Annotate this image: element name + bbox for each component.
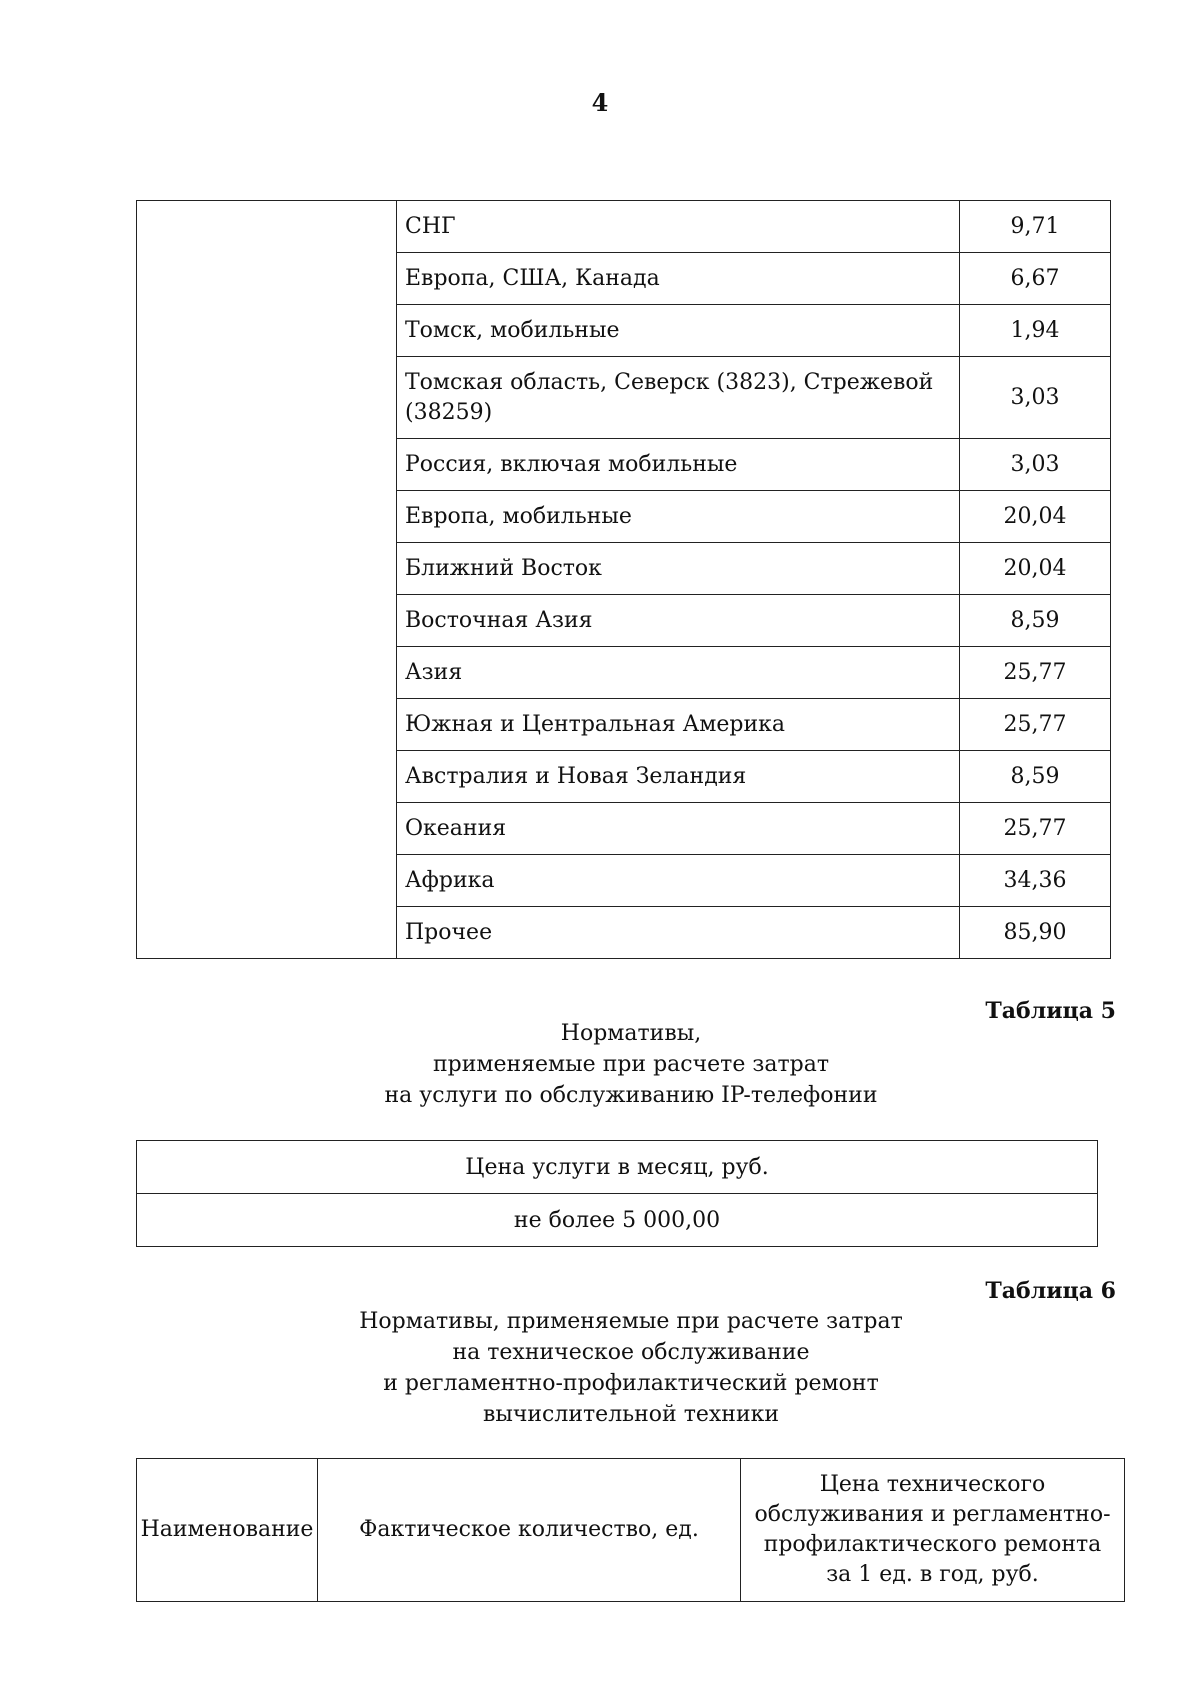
- price-cell: 25,77: [960, 647, 1111, 699]
- maintenance-table: [136, 1458, 1125, 1602]
- destination-cell: Океания: [397, 803, 960, 855]
- table5-title-line: на услуги по обслуживанию IP-телефонии: [384, 1083, 878, 1108]
- price-cell: 25,77: [960, 699, 1111, 751]
- destination-cell: Томск, мобильные: [397, 305, 960, 357]
- table6-title-line: Нормативы, применяемые при расчете затрат: [359, 1309, 903, 1334]
- destination-cell: Ближний Восток: [397, 543, 960, 595]
- destination-cell: Европа, мобильные: [397, 491, 960, 543]
- table5-value-cell: не более 5 000,00: [137, 1194, 1098, 1247]
- destination-cell: Томская область, Северск (3823), Стрежевой (38259): [397, 357, 960, 439]
- rates-table: [136, 200, 1111, 959]
- price-cell: 1,94: [960, 305, 1111, 357]
- table5-label: Таблица 5: [985, 998, 1116, 1024]
- price-cell: 9,71: [960, 201, 1111, 253]
- page-number: 4: [591, 88, 609, 117]
- merged-empty-cell: [137, 201, 397, 959]
- price-cell: 20,04: [960, 491, 1111, 543]
- destination-cell: Россия, включая мобильные: [397, 439, 960, 491]
- table6-title-line: и регламентно-профилактический ремонт: [383, 1371, 879, 1396]
- price-cell: 20,04: [960, 543, 1111, 595]
- table-row: [137, 201, 1111, 253]
- destination-cell: СНГ: [397, 201, 960, 253]
- table6-title-line: вычислительной техники: [482, 1402, 780, 1427]
- destination-cell: Австралия и Новая Зеландия: [397, 751, 960, 803]
- price-cell: 25,77: [960, 803, 1111, 855]
- header-price: Цена технического обслуживания и регламентно-профилактического ремонта за 1 ед. в год, руб.: [741, 1459, 1125, 1602]
- table5-title-line: Нормативы,: [560, 1021, 702, 1046]
- table5-header-cell: Цена услуги в месяц, руб.: [137, 1141, 1098, 1194]
- table5-title-line: применяемые при расчете затрат: [432, 1052, 830, 1077]
- table6-title-line: на техническое обслуживание: [452, 1340, 810, 1365]
- price-cell: 6,67: [960, 253, 1111, 305]
- table5-title: [0, 1018, 1200, 1111]
- header-quantity: Фактическое количество, ед.: [318, 1459, 741, 1602]
- destination-cell: Восточная Азия: [397, 595, 960, 647]
- table6-title: [0, 1306, 1200, 1430]
- price-cell: 8,59: [960, 595, 1111, 647]
- destination-cell: Европа, США, Канада: [397, 253, 960, 305]
- destination-cell: Южная и Центральная Америка: [397, 699, 960, 751]
- ip-telephony-table: [136, 1140, 1098, 1247]
- price-cell: 3,03: [960, 439, 1111, 491]
- price-cell: 3,03: [960, 357, 1111, 439]
- destination-cell: Азия: [397, 647, 960, 699]
- header-name: Наименование: [137, 1459, 318, 1602]
- destination-cell: Прочее: [397, 907, 960, 959]
- destination-cell: Африка: [397, 855, 960, 907]
- price-cell: 85,90: [960, 907, 1111, 959]
- table6-label: Таблица 6: [985, 1278, 1116, 1304]
- price-cell: 34,36: [960, 855, 1111, 907]
- price-cell: 8,59: [960, 751, 1111, 803]
